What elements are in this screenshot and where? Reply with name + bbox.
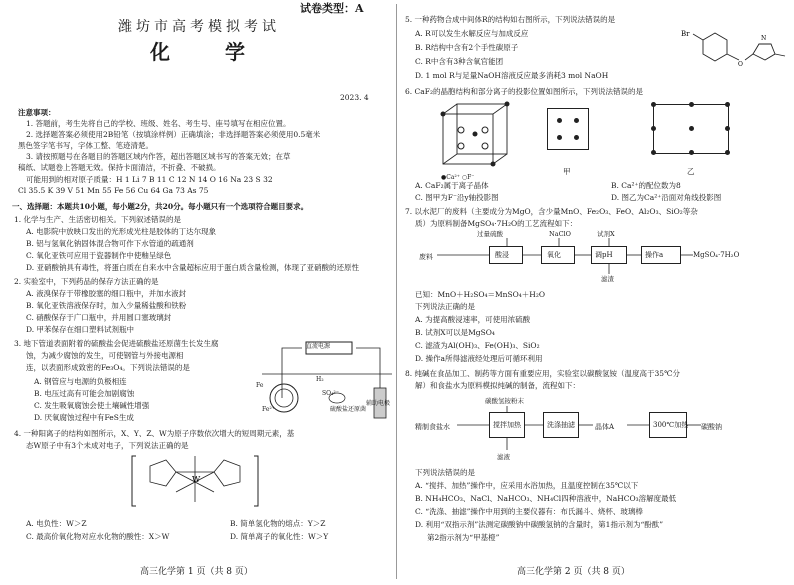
q2-option-a: A. 液溴保存于带橡胶塞的细口瓶中，并加水液封	[26, 289, 187, 298]
q4-option-c: C. 最高价氧化物对应水化物的酸性：X＞W	[26, 532, 170, 541]
q8-option-c: C. “洗涤、抽滤”操作中用到的主要仪器有：布氏漏斗、烧杯、玻璃棒	[415, 507, 643, 516]
q3-option-b: B. 电压过高有可能会加剧腐蚀	[34, 389, 135, 398]
projection-dot	[651, 102, 656, 107]
projection-dot	[689, 150, 694, 155]
q6-option-a: A. CaF₂属于离子晶体	[415, 181, 489, 190]
q8-stem-2: 解）和食盐水为原料模拟纯碱的制备，流程如下：	[415, 381, 580, 390]
projection-dot	[725, 102, 730, 107]
q6-option-d: D. 图乙为Ca²⁺沿面对角线投影图	[611, 193, 722, 202]
q6-unit-cell	[437, 100, 517, 172]
q5-option-d: D. 1 mol R与足量NaOH溶液反应最多消耗3 mol NaOH	[415, 71, 609, 80]
page-2	[397, 0, 794, 585]
q3-option-c: C. 发生吸氧腐蚀会使土壤碱性增强	[34, 401, 150, 410]
q3-option-a: A. 钢管应与电源的负极相连	[34, 377, 127, 386]
q8-reagent: 碳酸氢铵粉末	[485, 397, 524, 405]
projection-dot	[689, 102, 694, 107]
q7-stem-1: 7. 以水泥厂的废料（主要成分为MgO，含少量MnO、Fe₂O₃、FeO、Al₂O₃、SiO₂等杂	[405, 207, 698, 216]
notice-2: 2. 选择题答案必须使用2B铅笔（按填涂样例）正确填涂；非选择题答案必须使用0.5毫米	[26, 130, 321, 139]
q4-option-a: A. 电负性：W＞Z	[26, 519, 87, 528]
q1-option-d: D. 亚硝酸钠具有毒性，将蛋白质在自来水中含量超标应用于蛋白质含量检测，体现了亚硝酸的还原性	[26, 263, 360, 272]
q3-label-fe: Fe	[256, 382, 264, 389]
projection-dot	[557, 118, 562, 123]
q7-option-a: A. 为提高酸浸速率，可使用浓硫酸	[415, 315, 531, 324]
q8-step-1-label: 搅拌加热	[493, 421, 521, 429]
q8-waste: 滤液	[497, 453, 510, 461]
q2-option-b: B. 氧化亚铁溶液保存时，加入少量稀盐酸和铁粉	[26, 301, 187, 310]
q5-option-c: C. R中含有3种含氧官能团	[415, 57, 504, 66]
q4-option-d: D. 简单离子的氧化性：W＞Y	[230, 532, 329, 541]
svg-text:N: N	[761, 35, 767, 42]
q6-label-yi: 乙	[687, 167, 695, 176]
atomic-masses-2: Cl 35.5 K 39 V 51 Mn 55 Fe 56 Cu 64 Ga 73 As 75	[18, 186, 209, 195]
q6-option-c: C. 图甲为F⁻沿y轴投影图	[415, 193, 499, 202]
projection-dot	[651, 150, 656, 155]
q8-flow-product: 碳酸钠	[701, 423, 722, 431]
q7-note: 已知：MnO＋H₂SO₄＝MnSO₄＋H₂O	[415, 290, 545, 299]
q5-molecule-structure	[681, 22, 789, 78]
q1-stem: 1. 化学与生产、生活密切相关。下列叙述错误的是	[14, 215, 182, 224]
projection-dot	[689, 126, 694, 131]
q6-label-jia: 甲	[563, 167, 571, 176]
q4-cation-structure	[130, 452, 260, 510]
projection-dot	[557, 135, 562, 140]
q3-stem-3: 连，以表面形成致密的Fe₃O₄。下列说法错误的是	[26, 363, 190, 372]
q7-question: 下列说法正确的是	[415, 302, 475, 311]
q8-crystal-a: 晶体A	[595, 423, 615, 431]
notice-1: 1. 答题前，考生先将自己的学校、班级、姓名、考生号、座号填写在相应位置。	[26, 119, 291, 128]
q3-label-h2: H₂	[316, 376, 324, 383]
q8-question: 下列说法错误的是	[415, 468, 475, 477]
q1-option-c: C. 氧化亚铁可应用于瓷器制作中使釉呈绿色	[26, 251, 172, 260]
notice-title: 注意事项：	[18, 108, 56, 117]
q3-label-sulfate: SO₄²⁻	[322, 390, 340, 397]
page-2-footer: 高三化学第 2 页（共 8 页）	[517, 567, 630, 577]
q5-option-b: B. R结构中含有2个手性碳原子	[415, 43, 519, 52]
q7-step-4-label: 操作a	[645, 251, 664, 259]
q6-option-b: B. Ca²⁺的配位数为8	[611, 181, 681, 190]
q3-option-d: D. 厌氧腐蚀过程中有FeS生成	[34, 413, 134, 422]
q7-step-2-label: 氧化	[547, 251, 561, 259]
q3-label-power: 直流电源	[306, 343, 331, 350]
exam-date: 2023. 4	[340, 93, 369, 102]
atomic-masses-1: 可能用到的相对原子质量：H 1 Li 7 B 11 C 12 N 14 O 16 Na 23 S 32	[26, 175, 273, 184]
q5-stem: 5. 一种药物合成中间体R的结构如右图所示，下列说法错误的是	[405, 15, 616, 24]
q5-option-a: A. R可以发生水解反应与加成反应	[415, 29, 529, 38]
q7-waste: 滤渣	[601, 275, 614, 283]
q7-step-3-label: 调pH	[595, 251, 613, 259]
projection-dot	[725, 150, 730, 155]
q1-option-a: A. 电影院中放映口发出的光形成光柱是胶体的丁达尔现象	[26, 227, 217, 236]
q4-stem-2: 态W原子中有3个未成对电子，下列说法正确的是	[26, 441, 189, 450]
q7-stem-2: 质）为原料制备MgSO₄·7H₂O的工艺流程如下：	[415, 219, 578, 228]
q3-stem-2: 蚀，为减少腐蚀的发生，可使钢管与外接电源相	[26, 351, 184, 360]
exam-title: 潍坊市高考模拟考试	[118, 19, 280, 35]
projection-dot	[651, 126, 656, 131]
q7-option-b: B. 试剂X可以是MgSO₄	[415, 328, 495, 337]
q2-stem: 2. 实验室中，下列药品的保存方法正确的是	[14, 277, 159, 286]
notice-5: 稿纸、试题卷上答题无效。保持卡面清洁，不折叠、不破损。	[18, 163, 221, 172]
q7-option-c: C. 滤渣为Al(OH)₃、Fe(OH)₃、SiO₂	[415, 341, 540, 350]
q8-option-d-cont: 第2指示剂为“甲基橙”	[427, 533, 500, 542]
svg-text:O: O	[738, 61, 743, 68]
q7-flow-start: 废料	[419, 253, 433, 261]
q3-stem-1: 3. 地下管道表面附着的硫酸盐会促进硫酸盐还原菌生长发生腐	[14, 339, 219, 348]
q8-option-b: B. NH₄HCO₃、NaCl、NaHCO₃、NH₄Cl四种溶液中，NaHCO₃溶解度最低	[415, 494, 677, 503]
q8-option-d: D. 利用“双指示剂”法测定碳酸钠中碳酸氢钠的含量时，第1指示剂为“酚酞”	[415, 520, 664, 529]
q6-projection-jia	[547, 108, 589, 150]
q7-step-1-label: 酸浸	[495, 251, 509, 259]
q8-option-a: A. “搅拌、加热”操作中，应采用水浴加热，且温度控制在35℃以下	[415, 481, 639, 490]
q7-option-d: D. 操作a所得滤液经处理后可循环利用	[415, 354, 543, 363]
q8-flow-arrows	[457, 404, 703, 458]
q8-step-2-label: 洗涤抽滤	[547, 421, 575, 429]
q3-label-electrode: 辅助电极	[366, 400, 391, 407]
q2-option-c: C. 硝酸保存于广口瓶中，并用圆口塞玻璃封	[26, 313, 172, 322]
notice-4: 3. 请按照题号在各题目的答题区域内作答，超出答题区域书写的答案无效；在草	[26, 152, 291, 161]
q7-reagent-1: 过量硫酸	[477, 230, 503, 238]
q4-stem-1: 4. 一种阳离子的结构如图所示，X、Y、Z、W为原子序数依次增大的短周期元素，基	[14, 429, 295, 438]
q7-flow-product: MgSO₄·7H₂O	[693, 251, 740, 259]
page-1-footer: 高三化学第 1 页（共 8 页）	[140, 567, 253, 577]
projection-dot	[574, 135, 579, 140]
q8-stem-1: 8. 纯碱在食品加工、制药等方面有重要应用，实验室以碳酸氢铵（温度高于35℃分	[405, 369, 680, 378]
q8-step-4-label: 300℃加热	[653, 421, 689, 429]
q3-label-fe2: Fe²⁺	[262, 406, 275, 413]
q6-legend: ●Ca²⁺ ○F⁻	[441, 174, 475, 181]
projection-dot	[725, 126, 730, 131]
q4-option-b: B. 简单氢化物的熔点：Y＞Z	[230, 519, 326, 528]
section-1-heading: 一、选择题：本题共10小题，每小题2分，共20分。每小题只有一个选项符合题目要求。	[12, 202, 309, 211]
notice-3: 黑色签字笔书写，字体工整、笔迹清楚。	[18, 141, 153, 150]
q7-reagent-2: NaClO	[549, 230, 571, 238]
q8-flow-start: 精制食盐水	[415, 423, 450, 431]
svg-text:W: W	[192, 475, 201, 484]
svg-text:Br: Br	[681, 30, 690, 38]
projection-dot	[574, 118, 579, 123]
q3-label-bacteria: 硫酸盐还原菌	[330, 406, 367, 413]
paper-type: 试卷类型：A	[300, 2, 364, 15]
q6-projection-yi	[653, 104, 729, 154]
subject-title: 化 学	[150, 40, 269, 64]
q7-flow-arrows	[437, 236, 697, 276]
q6-stem: 6. CaF₂的晶胞结构和部分离子的投影位置如图所示，下列说法错误的是	[405, 87, 643, 96]
q2-option-d: D. 甲苯保存在细口塑料试剂瓶中	[26, 325, 135, 334]
q1-option-b: B. 铝与氢氧化钠固体混合物可作下水管道的疏通剂	[26, 239, 194, 248]
q7-reagent-3: 试剂X	[597, 230, 615, 238]
